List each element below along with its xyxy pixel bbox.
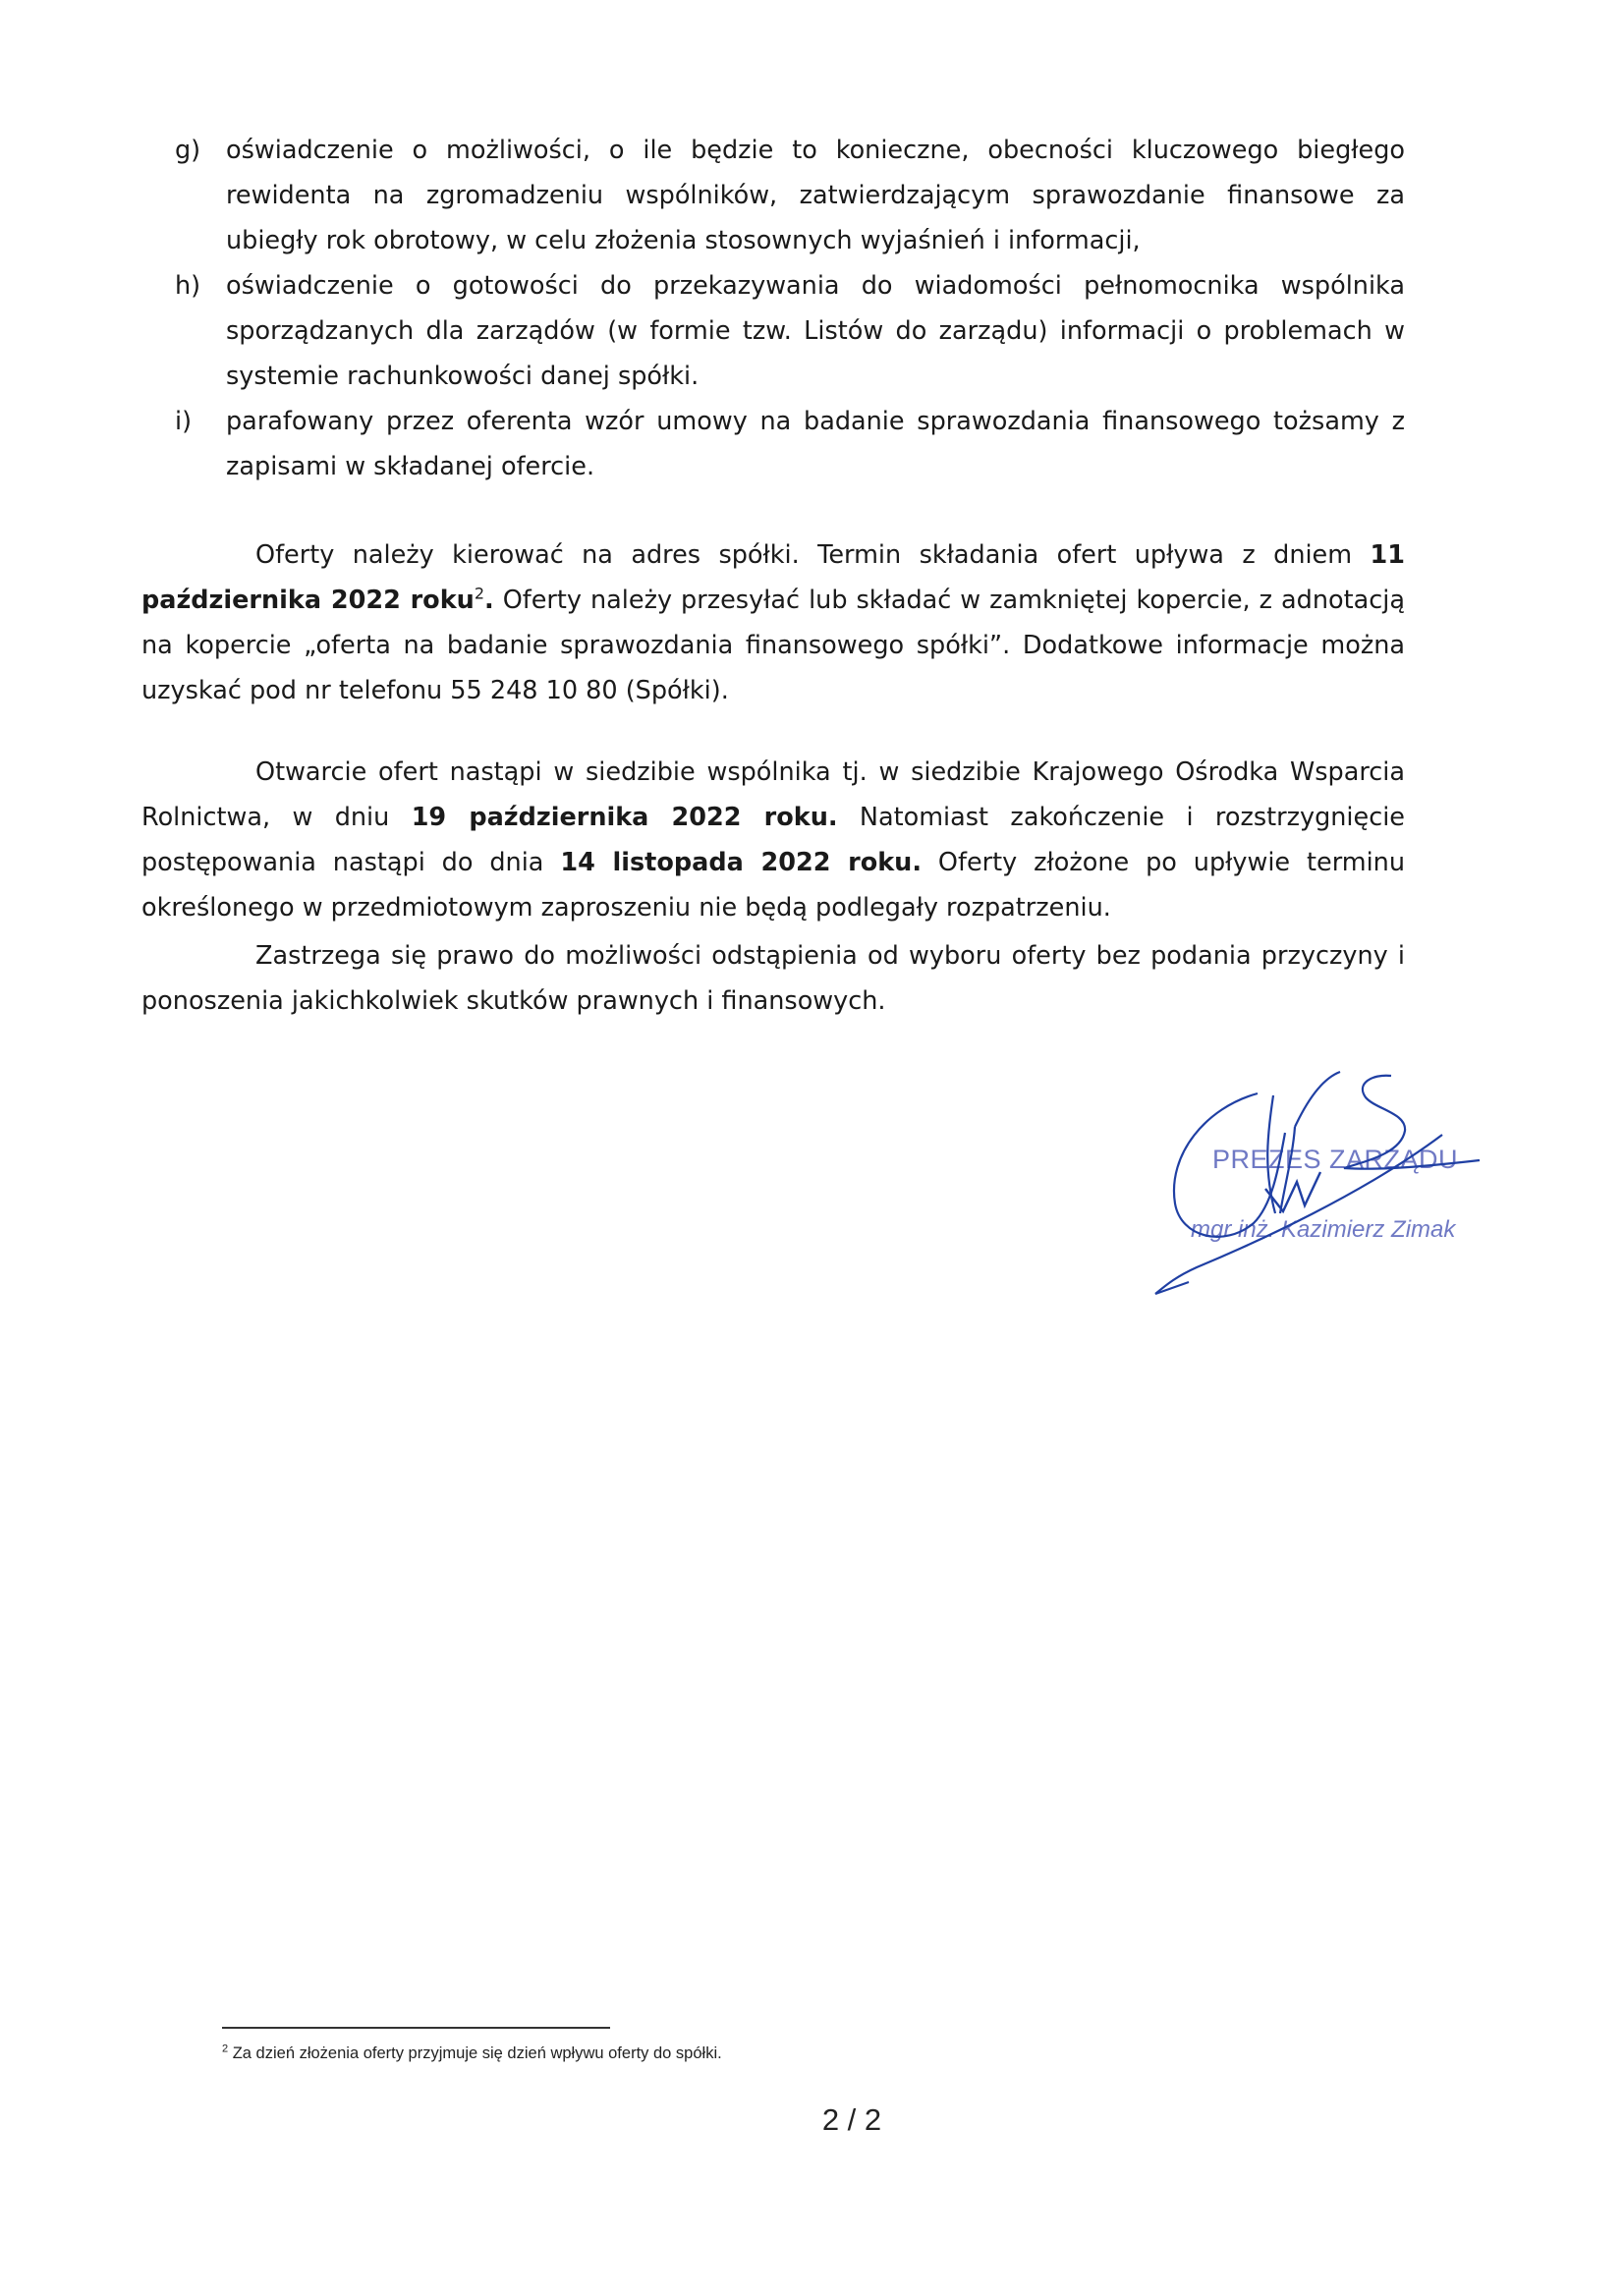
footnote-reference: 2: [474, 584, 484, 603]
offers-intro-text: Oferty należy kierować na adres spółki. Termin składania ofert upływa z dniem: [255, 540, 1371, 570]
offers-details-text: Oferty należy przesyłać lub składać w zamkniętej kopercie, z adnotacją na kopercie „oferta na badanie sprawozdania finansowego spółki”. Dodatkowe informacje można uzyskać pod nr telefonu 55 248 10 80 (Spółki).: [141, 586, 1405, 705]
offers-submission-paragraph: [141, 532, 1405, 713]
stamp-name: mgr inż. Kazimierz Zimak: [1191, 1216, 1456, 1243]
resolution-text: Natomiast zakończenie i rozstrzygnięcie postępowania nastąpi do dnia: [141, 803, 1405, 877]
opening-date: 19 października 2022 roku.: [411, 803, 838, 832]
resolution-date: 14 listopada 2022 roku.: [560, 848, 923, 877]
opening-paragraph: [141, 750, 1405, 930]
list-marker: h): [175, 271, 201, 301]
list-marker: g): [175, 136, 201, 165]
list-marker: i): [175, 407, 193, 436]
list-item-text: parafowany przez oferenta wzór umowy na badanie sprawozdania finansowego tożsamy z zapisami w składanej ofercie.: [226, 407, 1405, 481]
footnote-text: Za dzień złożenia oferty przyjmuje się dzień wpływu oferty do spółki.: [232, 2044, 722, 2062]
list-item-text: oświadczenie o możliwości, o ile będzie to konieczne, obecności kluczowego biegłego rewidenta na zgromadzeniu wspólników, zatwierdzającym sprawozdanie finansowe za ubiegły rok obrotowy, w celu złożenia stosownych wyjaśnień i informacji,: [226, 136, 1405, 255]
reservation-paragraph: Zastrzega się prawo do możliwości odstąpienia od wyboru oferty bez podania przyczyny i ponoszenia jakichkolwiek skutków prawnych i finansowych.: [141, 941, 1405, 1016]
requirements-list: [175, 128, 1405, 489]
list-item: [175, 128, 1405, 263]
opening-text: Otwarcie ofert nastąpi w siedzibie wspólnika tj. w siedzibie Krajowego Ośrodka Wsparcia Rolnictwa, w dniu: [141, 757, 1405, 832]
list-item: [175, 399, 1405, 489]
handwritten-signature: [1148, 1066, 1486, 1331]
signature-stamp: [1148, 1066, 1486, 1331]
page-number: 2 / 2: [821, 2102, 882, 2137]
stamp-title: PREZES ZARZĄDU: [1212, 1145, 1459, 1174]
deadline-period: .: [484, 586, 494, 615]
list-item: [175, 263, 1405, 399]
deadline-date: 11 października 2022 roku: [141, 540, 1405, 615]
footnote-divider: [222, 2027, 610, 2029]
footnote-number: 2: [222, 2043, 229, 2055]
footnote: [222, 2044, 722, 2063]
late-offers-text: Oferty złożone po upływie terminu określonego w przedmiotowym zaproszeniu nie będą podlegały rozpatrzeniu.: [141, 848, 1405, 923]
list-item-text: oświadczenie o gotowości do przekazywania do wiadomości pełnomocnika wspólnika sporządzanych dla zarządów (w formie tzw. Listów do zarządu) informacji o problemach w systemie rachunkowości danej spółki.: [226, 271, 1405, 391]
